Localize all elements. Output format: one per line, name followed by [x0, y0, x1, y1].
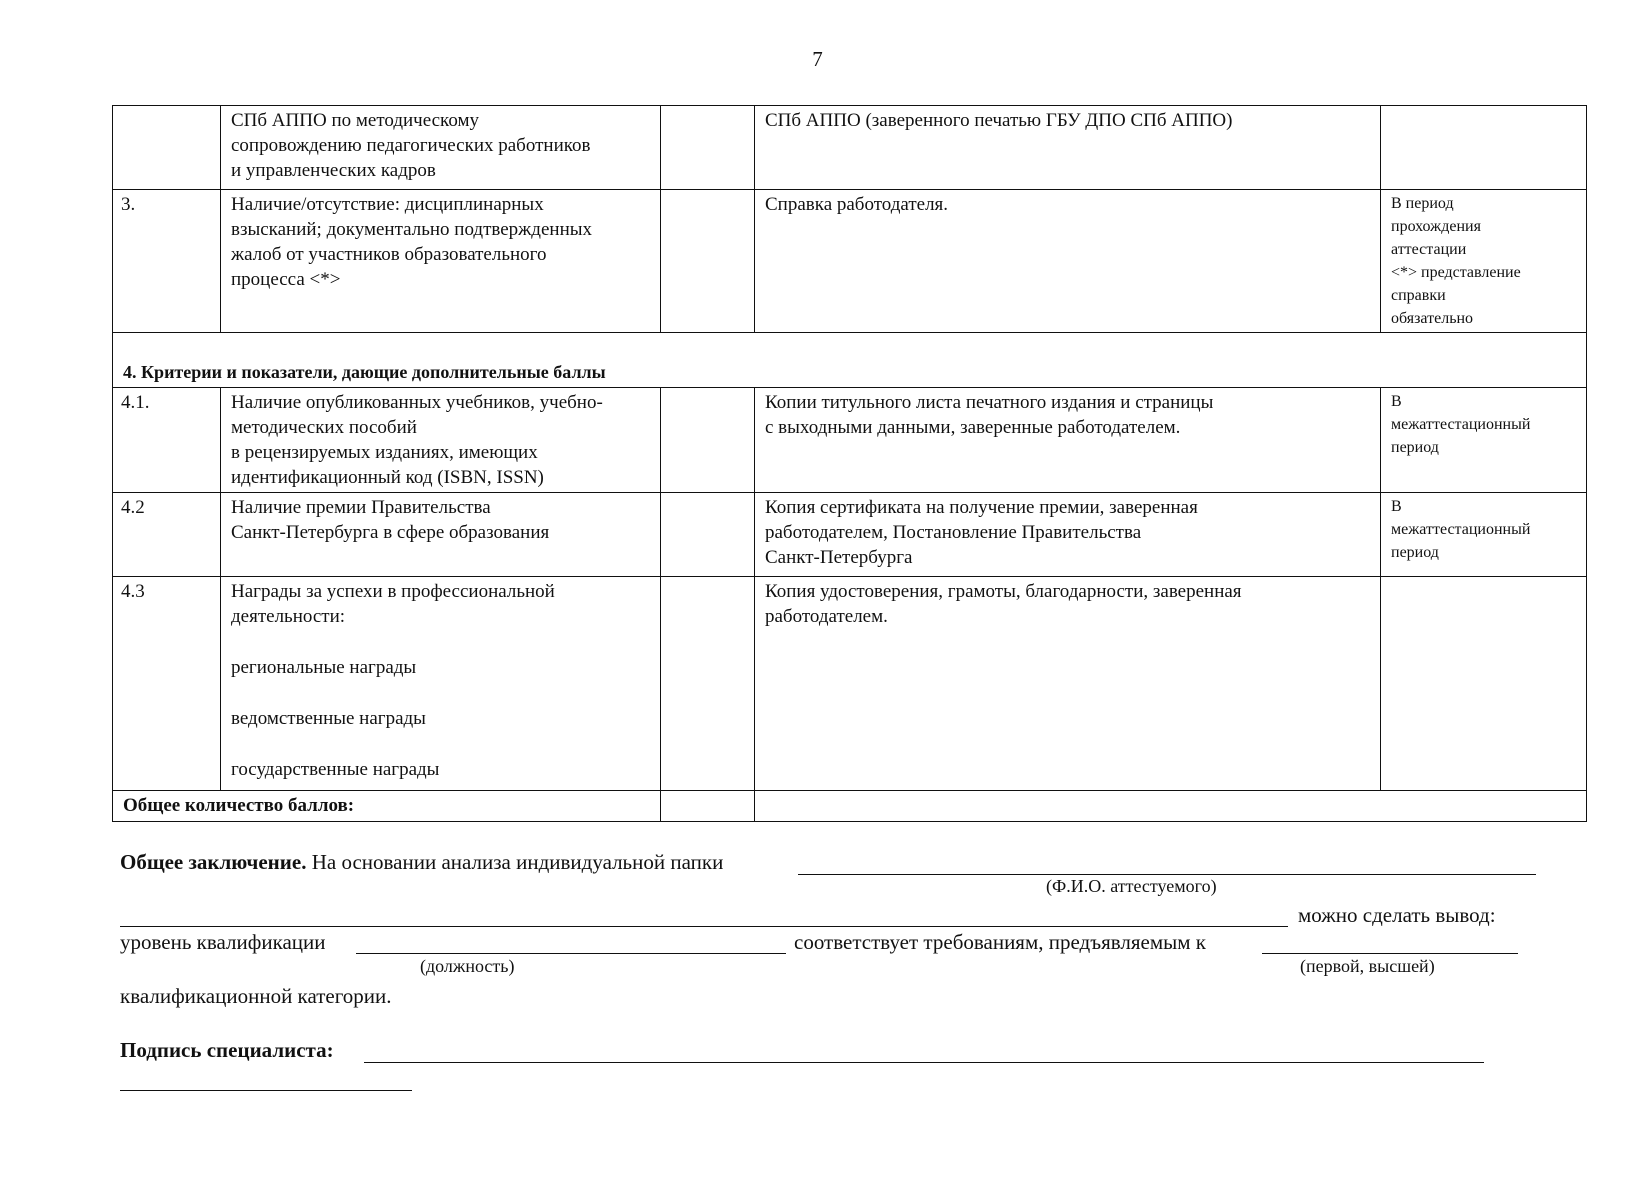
level-label: уровень квалификации [120, 930, 326, 954]
cell-score [661, 106, 755, 190]
cell-criterion: Наличие опубликованных учебников, учебно- методических пособий в рецензируемых изданиях, имеющих идентификационный код (ISBN, ISSN) [221, 388, 661, 493]
cell-criterion: Наличие премии Правительства Санкт-Петербурга в сфере образования [221, 493, 661, 577]
conclusion-text: На основании анализа индивидуальной папки [311, 850, 724, 874]
cell-document: Справка работодателя. [755, 190, 1381, 333]
cell-document: Копия удостоверения, грамоты, благодарности, заверенная работодателем. [755, 577, 1381, 791]
cell-num: 3. [113, 190, 221, 333]
cell-note [1381, 106, 1587, 190]
cell-score [661, 190, 755, 333]
cell-note [1381, 577, 1587, 791]
cell-num [113, 106, 221, 190]
cell-note: В межаттестационный период [1381, 493, 1587, 577]
cell-score [661, 388, 755, 493]
award-regional: региональные награды [231, 657, 417, 678]
matches-text: соответствует требованиям, предъявляемым к [794, 930, 1206, 954]
fio-continuation-field[interactable] [120, 926, 1288, 927]
conclude-text: можно сделать вывод: [1298, 903, 1496, 927]
total-row [113, 791, 1587, 822]
table-row-3 [113, 190, 1587, 333]
section-4-title: 4. Критерии и показатели, дающие дополнительные баллы [113, 333, 1587, 388]
criteria-table [112, 105, 1587, 822]
table-row-continuation [113, 106, 1587, 190]
cell-criterion: Награды за успехи в профессиональной деятельности: региональные награды ведомственные награды государственные награды [221, 577, 661, 791]
table-row-4-2 [113, 493, 1587, 577]
award-departmental: ведомственные награды [231, 708, 426, 729]
category-text: квалификационной категории. [120, 984, 392, 1008]
cell-num: 4.3 [113, 577, 221, 791]
signature-date-field[interactable] [120, 1090, 412, 1091]
award-state: государственные награды [231, 759, 440, 780]
conclusion-intro [120, 850, 723, 875]
table-row-4-1 [113, 388, 1587, 493]
cell-num: 4.2 [113, 493, 221, 577]
cell-note: В период прохождения аттестации <*> представление справки обязательно [1381, 190, 1587, 333]
position-hint: (должность) [420, 956, 515, 976]
page-number: 7 [812, 47, 823, 71]
cell-criterion: СПб АППО по методическому сопровождению педагогических работников и управленческих кадров [221, 106, 661, 190]
fio-field[interactable] [798, 874, 1536, 875]
position-field[interactable] [356, 953, 786, 954]
total-empty [755, 791, 1587, 822]
fio-hint: (Ф.И.О. аттестуемого) [1046, 876, 1217, 896]
category-hint: (первой, высшей) [1300, 956, 1435, 976]
total-score [661, 791, 755, 822]
cell-score [661, 493, 755, 577]
cell-document: СПб АППО (заверенного печатью ГБУ ДПО СПб АППО) [755, 106, 1381, 190]
cell-score [661, 577, 755, 791]
cell-note: В межаттестационный период [1381, 388, 1587, 493]
signature-field[interactable] [364, 1062, 1484, 1063]
category-field[interactable] [1262, 953, 1518, 954]
cell-num: 4.1. [113, 388, 221, 493]
total-label: Общее количество баллов: [113, 791, 661, 822]
table-row-4-3 [113, 577, 1587, 791]
conclusion-title: Общее заключение. [120, 850, 307, 874]
signature-label: Подпись специалиста: [120, 1038, 334, 1062]
cell-document: Копия сертификата на получение премии, заверенная работодателем, Постановление Правительства Санкт-Петербурга [755, 493, 1381, 577]
cell-document: Копии титульного листа печатного издания и страницы с выходными данными, заверенные работодателем. [755, 388, 1381, 493]
section-4-header [113, 333, 1587, 388]
cell-criterion: Наличие/отсутствие: дисциплинарных взысканий; документально подтвержденных жалоб от участников образовательного процесса <*> [221, 190, 661, 333]
